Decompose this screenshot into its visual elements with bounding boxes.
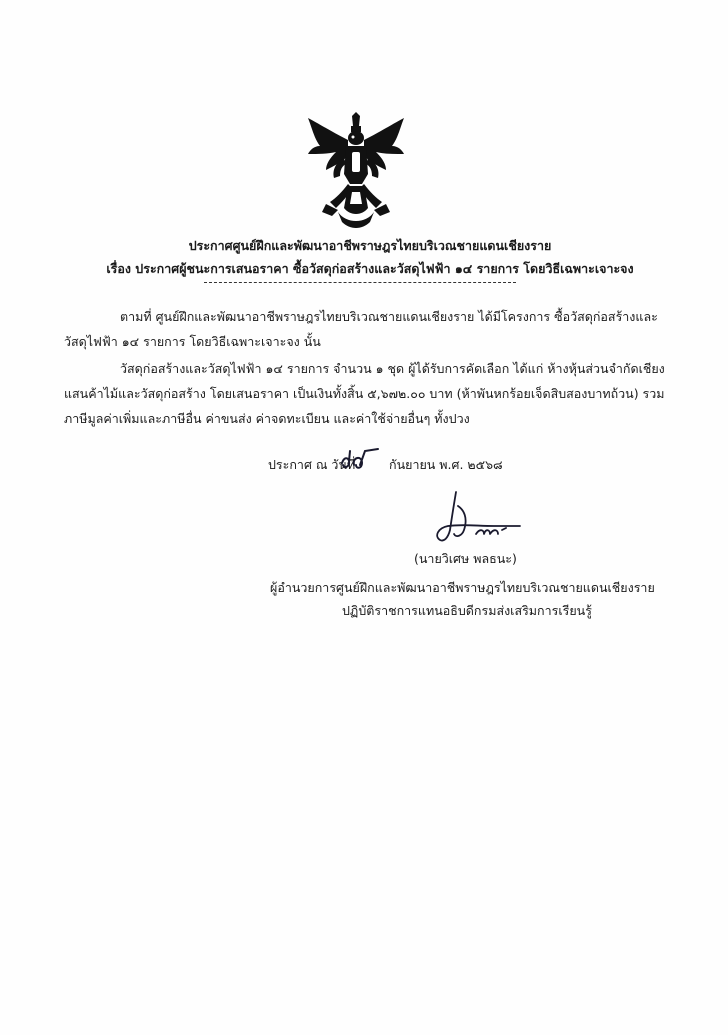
announcement-subject: เรื่อง ประกาศผู้ชนะการเสนอราคา ซื้อวัสดุก่อสร้างและวัสดุไฟฟ้า ๑๔ รายการ โดยวิธีเฉพาะเจาะจง <box>106 261 634 276</box>
signer-acting-role: ปฏิบัติราชการแทนอธิบดีกรมส่งเสริมการเรียนรู้ <box>342 603 592 618</box>
garuda-emblem-icon <box>302 112 410 232</box>
paragraph2-line2: แสนค้าไม้และวัสดุก่อสร้าง โดยเสนอราคา เป็นเงินทั้งสิ้น ๕,๖๗๒.๐๐ บาท (ห้าพันหกร้อยเจ็ดสิบสองบาทถ้วน) รวม <box>64 386 665 401</box>
date-prefix: ประกาศ ณ วันที่ <box>268 457 356 472</box>
paragraph2-line3: ภาษีมูลค่าเพิ่มและภาษีอื่น ค่าขนส่ง ค่าจดทะเบียน และค่าใช้จ่ายอื่นๆ ทั้งปวง <box>64 411 470 426</box>
signer-name: (นายวิเศษ พลธนะ) <box>414 551 517 566</box>
paragraph2-line1: วัสดุก่อสร้างและวัสดุไฟฟ้า ๑๔ รายการ จำนวน ๑ ชุด ผู้ได้รับการคัดเลือก ได้แก่ ห้างหุ้นส่วนจำกัดเชียง <box>120 361 665 376</box>
announcement-title: ประกาศศูนย์ฝึกและพัฒนาอาชีพราษฎรไทยบริเวณชายแดนเชียงราย <box>188 238 552 253</box>
paragraph1-line1: ตามที่ ศูนย์ฝึกและพัฒนาอาชีพราษฎรไทยบริเวณชายแดนเชียงราย ได้มีโครงการ ซื้อวัสดุก่อสร้างและ <box>120 309 658 324</box>
handwritten-day <box>338 445 388 473</box>
paragraph1-line2: วัสดุไฟฟ้า ๑๔ รายการ โดยวิธีเฉพาะเจาะจง นั้น <box>64 334 321 349</box>
separator-line <box>204 282 516 283</box>
signer-position: ผู้อำนวยการศูนย์ฝึกและพัฒนาอาชีพราษฎรไทยบริเวณชายแดนเชียงราย <box>270 580 655 595</box>
signature-handwritten <box>398 490 522 548</box>
date-suffix: กันยายน พ.ศ. ๒๕๖๘ <box>389 457 503 472</box>
